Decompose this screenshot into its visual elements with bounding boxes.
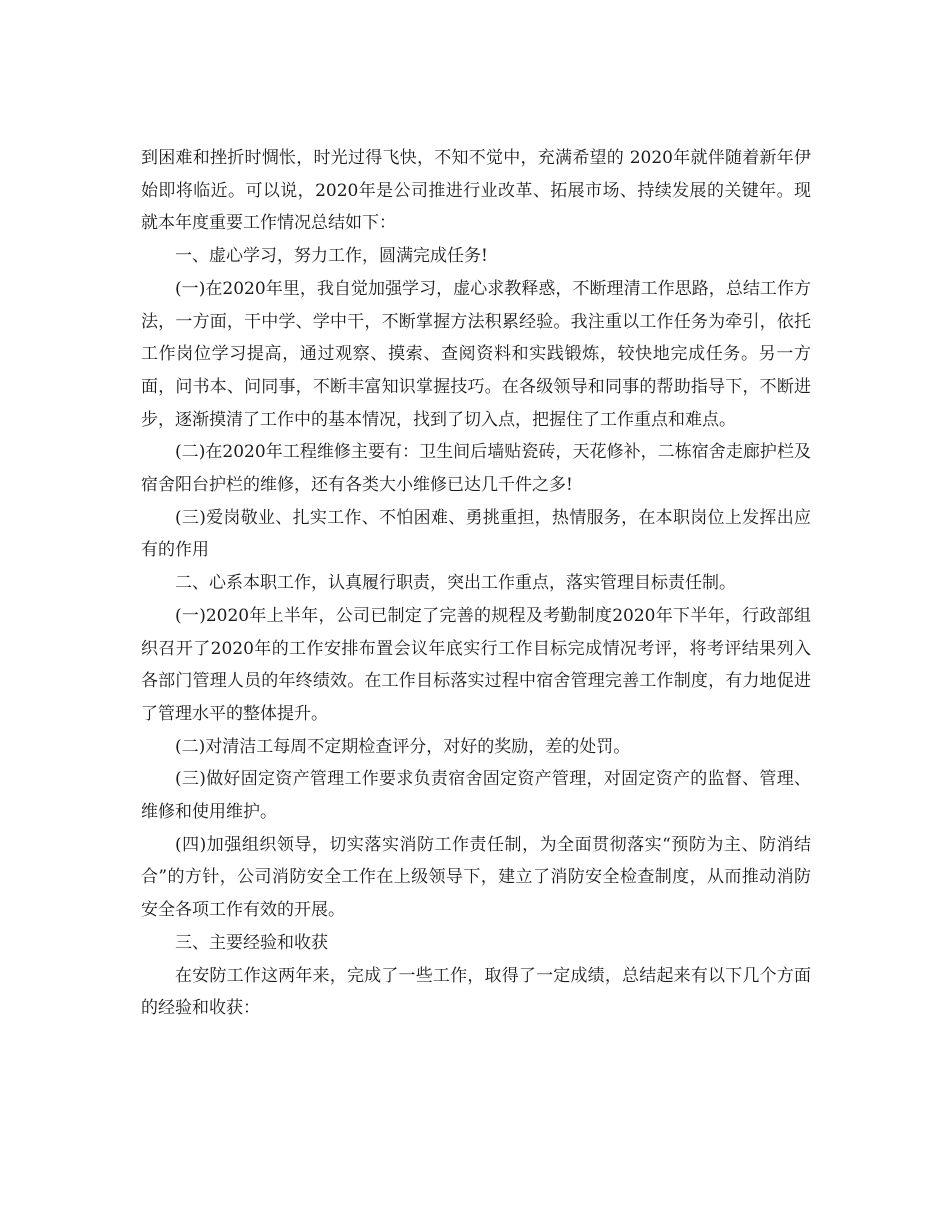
section-heading-1: 一、虚心学习，努力工作，圆满完成任务! bbox=[175, 246, 488, 267]
paragraph-2-1: (一)2020年上半年，公司已制定了完善的规程及考勤制度2020年下半年，行政部组织召开了2020年的工作安排布置会议年底实行工作目标完成情况考评，将考评结果列入各部门管理人员的年终绩效。在工作目标落实过程中宿舍管理完善工作制度，有力地促进了管理水平的整体提升。 bbox=[141, 605, 811, 724]
paragraph-1-3: (三)爱岗敬业、扎实工作、不怕困难、勇挑重担，热情服务，在本职岗位上发挥出应有的作用 bbox=[141, 507, 811, 561]
paragraph-intro-continuation: 到困难和挫折时惆怅，时光过得飞快，不知不觉中，充满希望的 2020年就伴随着新年伊始即将临近。可以说，2020年是公司推进行业改革、拓展市场、持续发展的关键年。现就本年度重要工作情况总结如下： bbox=[141, 148, 811, 234]
paragraph-2-2: (二)对清洁工每周不定期检查评分，对好的奖励，差的处罚。 bbox=[175, 736, 631, 757]
section-heading-3: 三、主要经验和收获 bbox=[175, 932, 328, 953]
section-heading-2: 二、心系本职工作，认真履行职责，突出工作重点，落实管理目标责任制。 bbox=[175, 573, 736, 594]
paragraph-1-1: (一)在2020年里，我自觉加强学习，虚心求教释惑，不断理清工作思路，总结工作方法，一方面，干中学、学中干，不断掌握方法积累经验。我注重以工作任务为牵引，依托工作岗位学习提高，通过观察、摸索、查阅资料和实践锻炼，较快地完成任务。另一方面，问书本、问同事，不断丰富知识掌握技巧。在各级领导和同事的帮助指导下，不断进步，逐渐摸清了工作中的基本情况，找到了切入点，把握住了工作重点和难点。 bbox=[141, 278, 811, 430]
paragraph-2-4: (四)加强组织领导，切实落实消防工作责任制，为全面贯彻落实“预防为主、防消结合”的方针，公司消防安全工作在上级领导下，建立了消防安全检查制度，从而推动消防安全各项工作有效的开展。 bbox=[141, 834, 811, 921]
paragraph-3-1: 在安防工作这两年来，完成了一些工作，取得了一定成绩，总结起来有以下几个方面的经验和收获： bbox=[141, 965, 811, 1019]
document-body bbox=[141, 142, 811, 1025]
paragraph-2-3: (三)做好固定资产管理工作要求负责宿舍固定资产管理，对固定资产的监督、管理、维修和使用维护。 bbox=[141, 769, 811, 823]
paragraph-1-2: (二)在2020年工程维修主要有：卫生间后墙贴瓷砖，天花修补，二栋宿舍走廊护栏及宿舍阳台护栏的维修，还有各类大小维修已达几千件之多! bbox=[141, 442, 811, 496]
